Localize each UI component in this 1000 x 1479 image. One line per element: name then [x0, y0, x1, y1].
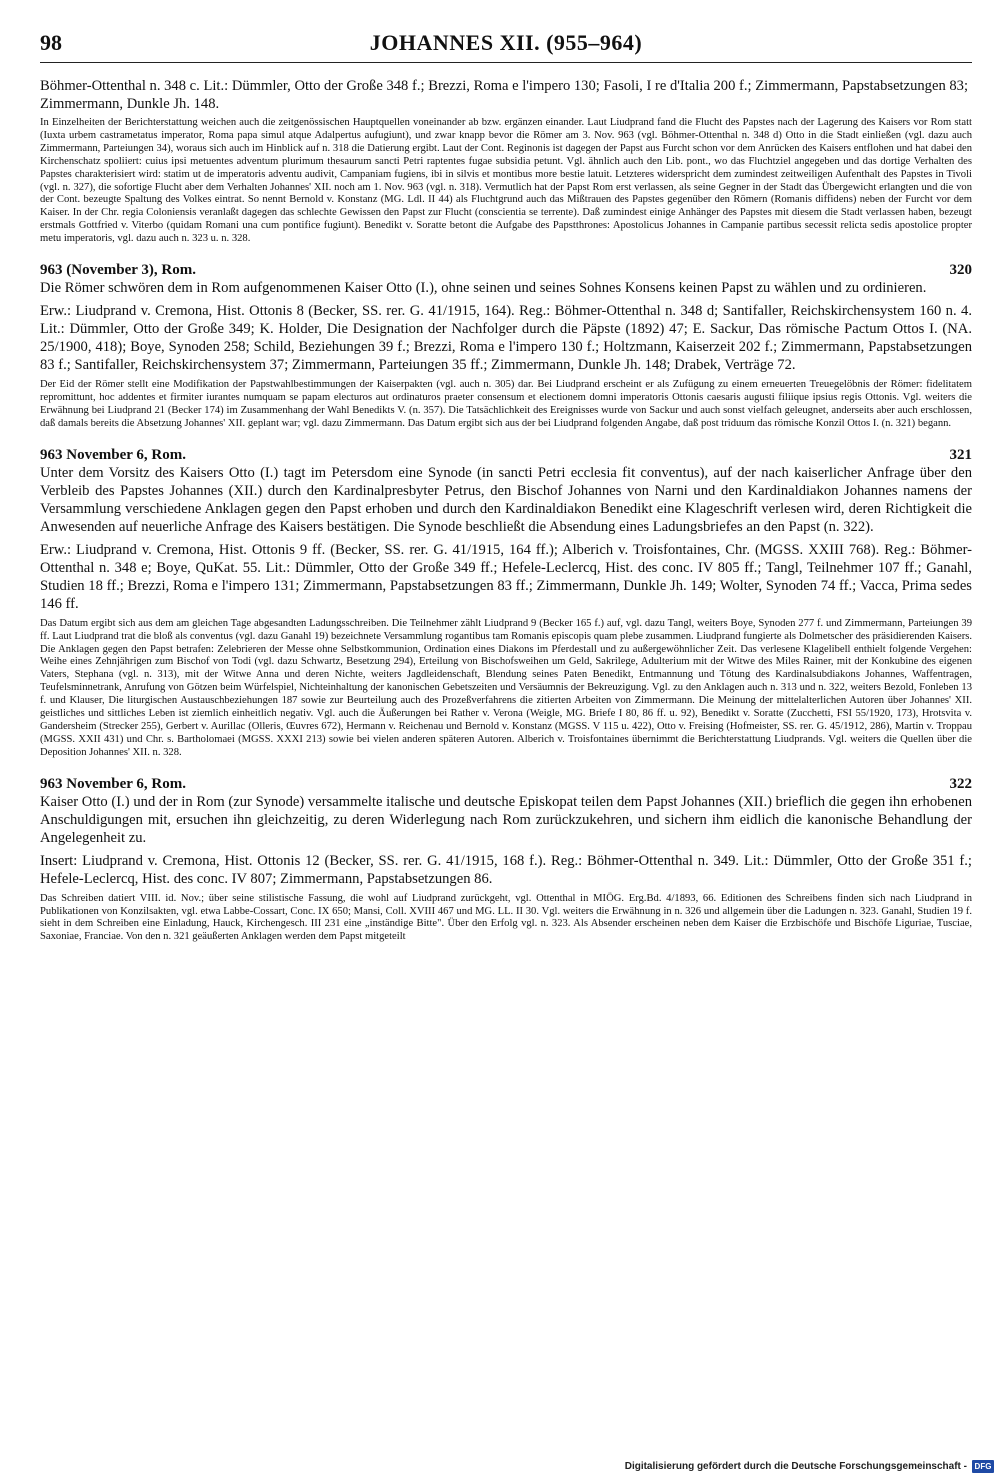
entry-summary: Die Römer schwören dem in Rom aufgenommenen Kaiser Otto (I.), ohne seinen und seines Sohnes Konsens keinen Papst zu wählen und zu ordinieren.	[40, 280, 927, 297]
intro-literature: Böhmer-Ottenthal n. 348 c. Lit.: Dümmler, Otto der Große 348 f.; Brezzi, Roma e l'impero 130; Fasoli, I re d'Italia 200 f.; Zimmermann, Papstabsetzungen 83; Zimmermann, Dunkle Jh. 148.	[40, 78, 969, 112]
entry-heading	[40, 446, 972, 464]
page-number: 98	[40, 30, 62, 55]
regest-entry-321	[40, 446, 972, 760]
entry-number: 321	[949, 446, 972, 463]
entry-heading	[40, 261, 972, 279]
entry-commentary: Das Schreiben datiert VIII. id. Nov.; über seine stilistische Fassung, die wohl auf Liudprand zurückgeht, vgl. Ottenthal in MIÖG. Erg.Bd. 4/1893, 66. Editionen des Schreibens finden sich nach Liudprand in Publikationen von Konzilsakten, vgl. etwa Labbe-Cossart, Conc. IX 650; Mansi, Coll. XVIII 467 und MG. LL. II 30. Vgl. weiters die Erwähnung in n. 326 und allgemein über die Ladungen n. 323. Ganahl, Studien 19 f. sieht in dem Schreiben eine Einladung, Hauck, Kirchengesch. III 231 eine „inständige Bitte". Über den Erfolg vgl. n. 323. Als Absender erscheinen neben dem Kaiser die Erzbischöfe und Bischöfe Liguriae, Tusciae, Saxoniae, Franciae. Von den n. 321 geäußerten Anklagen werden dem Papst mitgeteilt	[40, 892, 972, 943]
entry-number: 322	[949, 775, 972, 792]
entry-date-place: 963 (November 3), Rom.	[40, 262, 196, 279]
page-header	[40, 30, 972, 63]
entry-date-place: 963 November 6, Rom.	[40, 775, 186, 792]
digitization-footer	[625, 1460, 994, 1473]
entry-commentary: Der Eid der Römer stellt eine Modifikation der Papstwahlbestimmungen der Kaiserpakten (vgl. auch n. 305) dar. Bei Liudprand erscheint er als Zufügung zu einem erneuerten Treuegelöbnis der Römer: fidelitatem repromittunt, hoc addentes et firmiter iurantes numquam se papam electuros aut ordinaturos praeter consensum et electionem domni imperatoris Ottonis caesaris augusti filiique ipsius regis Ottonis. Vgl. weiters die Erwähnung bei Liudprand 21 (Becker 174) im Zusammenhang der Wahl Benedikts V. (n. 357). Die Tatsächlichkeit des Ereignisses wurde von Sackur und auch sonst vielfach geleugnet, anderseits aber auch erschlossen, daß damals bereits die Absetzung Johannes' XII. geplant war; vgl. dazu Zimmermann. Das Datum ergibt sich aus der bei Liudprand folgenden Angabe, daß post triduum das römische Konzil Ottos I. (n. 321) begann.	[40, 379, 972, 429]
running-title: JOHANNES XII. (955–964)	[369, 30, 643, 55]
regest-entry-320	[40, 261, 972, 431]
dfg-logo-icon: DFG	[972, 1460, 994, 1473]
intro-note: In Einzelheiten der Berichterstattung weichen auch die zeitgenössischen Hauptquellen voneinander ab bzw. ergänzen einander. Laut Liudprand fand die Flucht des Papstes nach der Lagerung des Kaisers vor Rom statt (Iuxta urbem castrametatus imperator, Roma papa simul atque Adalpertus aufugiunt), und zwar knapp bevor die Römer am 3. Nov. 963 (vgl. Böhmer-Ottenthal n. 348 d) Otto in die Stadt einließen (vgl. dazu auch Zimmermann, Parteiungen 34), woraus sich auch im Hinblick auf n. 318 die Datierung ergibt. Laut der Cont. Reginonis ist dagegen der Papst aus Furcht schon vor dem Anrücken des Kaisers entflohen und hat dabei den Kirchenschatz spoliiert: cuius ipsi metuentes adventum plurimum thesaurum sancti Petri raptentes fugae subsidia petunt. Vgl. ähnlich auch den Lib. pont., wo das Fluchtziel angegeben und das dortige Verhalten des Papstes charakterisiert wird: statim ut de imperatoris adventu audivit, Campaniam fugiens, ibi in silvis et montibus more bestie latuit. Letzteres widerspricht dem zumindest zeitweiligen Aufenthalt des Papstes in Tivoli (vgl. n. 327), die sofortige Flucht aber dem Verhalten Johannes' XII. noch am 1. Nov. 963 (vgl. n. 318). Vermutlich hat der Papst Rom erst verlassen, als seine Gegner in der Stadt das Übergewicht erlangten und die von der Cont. bezeugte Spaltung des Volkes eintrat. So nennt Bernold v. Konstanz (MG. Ldl. II 44) als Fluchtgrund auch das Mißtrauen des Papstes gegenüber den Römern (Romanis diffidens) neben der Furcht vor dem Kaiser. In der Chr. regia Coloniensis veranlaßt dagegen das schlechte Gewissen den Papst zur Flucht (conscientia se terrente). Daß zumindest einige Anhänger des Papstes mit diesem die Stadt verlassen haben, bezeugt erstmals Gottfried v. Viterbo (quidam Romani una cum pontifice fugiunt). Benedikt v. Soratte betont die Aufgabe des Papstthrones: Apostolicus Johannes in Campanie partibus secessit relicta sedis apostolice propter metu imperatoris, vgl. dazu auch n. 323 u. n. 328.	[40, 117, 972, 245]
entry-references: Erw.: Liudprand v. Cremona, Hist. Ottonis 9 ff. (Becker, SS. rer. G. 41/1915, 164 ff.); Alberich v. Troisfontaines, Chr. (MGSS. XXIII 768). Reg.: Böhmer-Ottenthal n. 348 e; Boye, QuKat. 55. Lit.: Dümmler, Otto der Große 349 ff.; Hefele-Leclercq, Hist. des conc. IV 805 ff.; Tangl, Teilnehmer 107 ff.; Ganahl, Studien 18 ff.; Brezzi, Roma e l'impero 131; Zimmermann, Papstabsetzungen 83 ff.; Zimmermann, Dunkle Jh. 149; Wolter, Synoden 74 ff.; Vacca, Prima sedes 146 ff.	[40, 541, 972, 612]
page	[40, 30, 972, 944]
entry-references: Insert: Liudprand v. Cremona, Hist. Ottonis 12 (Becker, SS. rer. G. 41/1915, 168 f.). Reg.: Böhmer-Ottenthal n. 349. Lit.: Dümmler, Otto der Große 351 f.; Hefele-Leclercq, Hist. des conc. IV 807; Zimmermann, Papstabsetzungen 86.	[40, 852, 972, 887]
footer-credit: Digitalisierung gefördert durch die Deutsche Forschungsgemeinschaft -	[624, 1461, 967, 1472]
entry-summary: Kaiser Otto (I.) und der in Rom (zur Synode) versammelte italische und deutsche Episkopat teilen dem Papst Johannes (XII.) brieflich die gegen ihn erhobenen Anschuldigungen mit, ersuchen ihn gleichzeitig, zu deren Widerlegung nach Rom zurückzukehren, und sichern ihm eidlich die kanonische Behandlung der Angelegenheit zu.	[40, 793, 972, 846]
regest-entry-322	[40, 775, 972, 945]
entry-commentary: Das Datum ergibt sich aus dem am gleichen Tage abgesandten Ladungsschreiben. Die Teilnehmer zählt Liudprand 9 (Becker 165 f.) auf, vgl. dazu Tangl, weiters Boye, Synoden 277 f. und Zimmermann, Parteiungen 39 ff. Laut Liudprand trat die bloß als conventus (vgl. dazu Ganahl 19) bezeichnete Versammlung rogantibus tam Romanis episcopis quam plebe zusammen. Liudprand fungierte als Dolmetscher des präsidierenden Kaisers. Die Anklagen gegen den Papst betrafen: Zelebrieren der Messe ohne Selbstkommunion, Ordination eines Diakons im Pferdestall und zu außergewöhnlicher Zeit. Das verlesene Klagelibell enthielt folgende Vergehen: Weihe eines Zehnjährigen zum Bischof von Todi (vgl. dazu Schwartz, Besetzung 294), Erteilung von Bischofsweihen um Geld, Sakrilege, Adulterium mit der Witwe des Miles Rainer, mit der Konkubine des eigenen Vaters, Stephana (vgl. n. 313), mit der Witwe Anna und deren Nichte, weiters Jagdleidenschaft, Blendung seines Paten Benedikt, Entmannung und Tötung des Kardinalsubdiakons Johannes, Waffentragen, Teufelsminnetrank, Anrufung von Götzen beim Würfelspiel, Nichteinhaltung der kanonischen Gebetszeiten und Versäumnis der Bekreuzigung. Vgl. zu den Anklagen auch n. 313 und n. 322, weiters Bezold, Fonleben 13 f. und Klauser, Die liturgischen Austauschbeziehungen 187 sowie zur Beurteilung auch des Prozeßverfahrens die zitierten Arbeiten von Zimmermann. Die Meinung der mittelalterlichen Autoren über Johannes' XII. geistliches und sittliches Leben ist ziemlich einheitlich negativ. Vgl. auch die Äußerungen bei Rather v. Verona (Weigle, MG. Briefe I 80, 86 ff. u. 92), Benedikt v. Soratte (Zucchetti, FSI 55/1920, 173), Hrotsvita v. Gandersheim (Strecker 255), Gerbert v. Aurillac (Olleris, Œuvres 672), Hermann v. Reichenau und Bernold v. Konstanz (MGSS. V 115 u. 422), Otto v. Freising (Hofmeister, SS. rer. G. 45/1912, 286), Martin v. Troppau (MGSS. XXII 431) und Chr. s. Bartholomaei (MGSS. XXXI 213) sowie bei vielen anderen späteren Autoren. Alberich v. Troisfontaines übernimmt die Berichterstattung Liudprands. Vgl. weiters die Quellen über die Deposition Johannes' XII. n. 328.	[40, 617, 972, 758]
entry-number: 320	[949, 262, 972, 279]
entry-references: Erw.: Liudprand v. Cremona, Hist. Ottonis 8 (Becker, SS. rer. G. 41/1915, 164). Reg.: Böhmer-Ottenthal n. 348 d; Santifaller, Reichskirchensystem 160 n. 4. Lit.: Dümmler, Otto der Große 349; K. Holder, Die Designation der Nachfolger durch die Päpste (1892) 47; E. Sackur, Das römische Pactum Ottos I. (NA. 25/1900, 418); Boye, Synoden 258; Schild, Beziehungen 39 f.; Brezzi, Roma e l'impero 130 f.; Holtzmann, Kaiserzeit 202 f.; Zimmermann, Papstabsetzungen 83 f.; Santifaller, Reichskirchensystem 37; Zimmermann, Parteiungen 35 ff.; Zimmermann, Dunkle Jh. 148; Drabek, Verträge 72.	[40, 303, 972, 374]
entry-date-place: 963 November 6, Rom.	[40, 446, 186, 463]
entry-summary: Unter dem Vorsitz des Kaisers Otto (I.) tagt im Petersdom eine Synode (in sancti Petri ecclesia fit conventus), auf der nach kaiserlicher Anfrage über den Verbleib des Papstes Johannes (XII.) durch den Kardinalpresbyter Petrus, den Bischof Johannes von Narni und den Kardinaldiakon Johannes namens der Versammlung verschiedene Anklagen gegen den Papst erhoben und durch den Kardinaldiakon Benedikt eine Klageschrift verlesen wird, deren Richtigkeit die Anwesenden auf neuerliche Anfrage des Kaisers bestätigen. Die Synode beschließt die Absendung eines Ladungsbriefes an den Papst (n. 322).	[40, 464, 972, 535]
entry-heading	[40, 775, 972, 793]
